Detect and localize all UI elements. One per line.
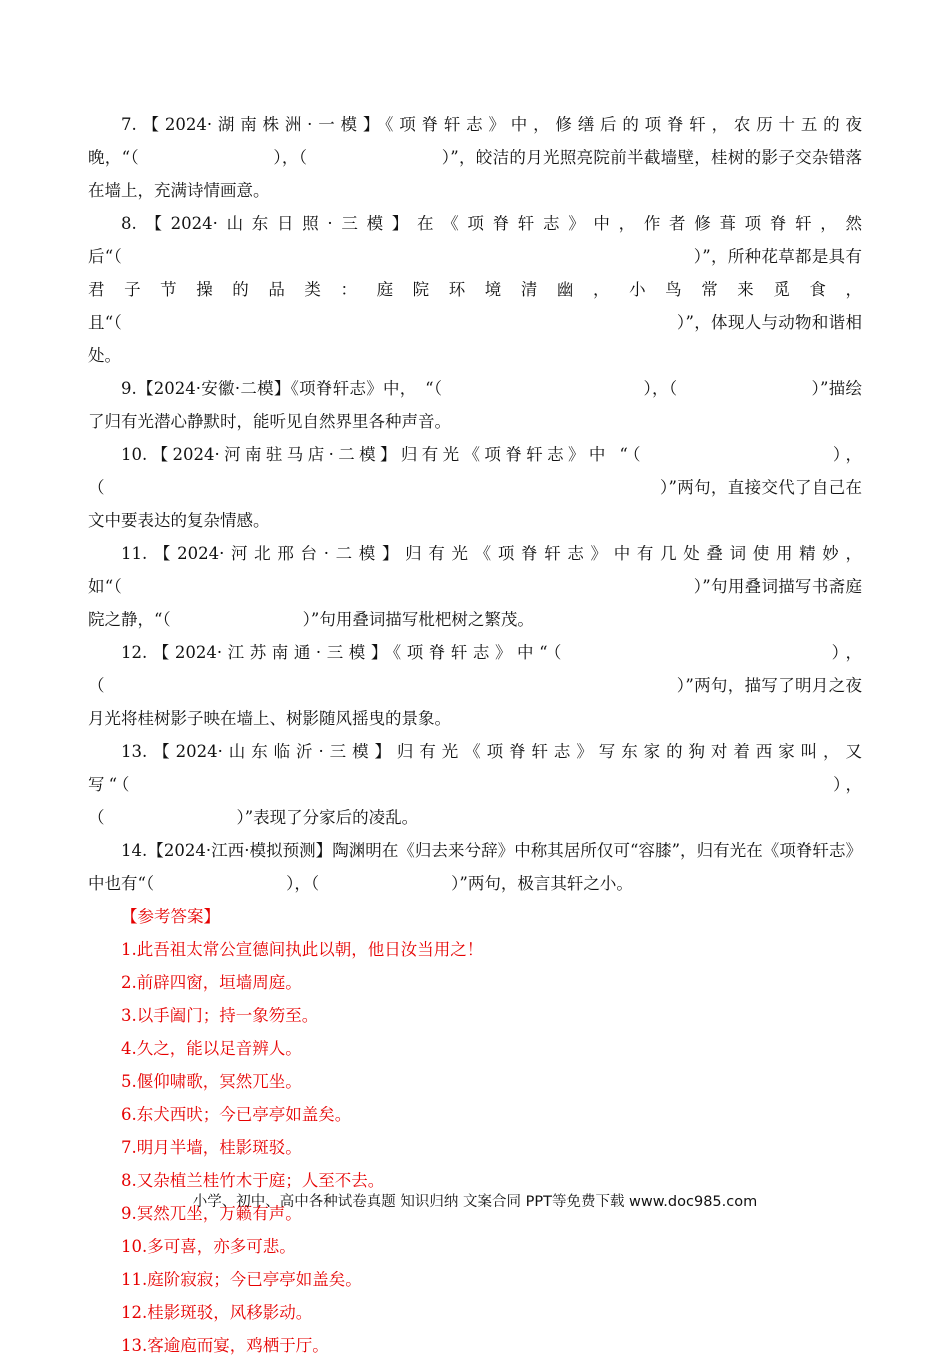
answers-title: 【参考答案】 bbox=[121, 907, 220, 926]
answer-8: 8.又杂植兰桂竹木于庭；人至不去。 bbox=[121, 1171, 385, 1190]
answer-5: 5.偃仰啸歌，冥然兀坐。 bbox=[121, 1072, 302, 1091]
answer-1: 1.此吾祖太常公宣德间执此以朝，他日汝当用之！ bbox=[121, 940, 484, 959]
question-14: 14.【2024·江西·模拟预测】陶渊明在《归去来兮辞》中称其居所仅可“容膝”，归有光在《项脊轩志》中也有“（ ），（ ）”两句，极言其轩之小。 bbox=[88, 841, 862, 893]
answer-2: 2.前辟四窗，垣墙周庭。 bbox=[121, 973, 302, 992]
question-12: 12.【2024·江苏南通·三模】《项脊轩志》中“（ ），（ ）”两句，描写了明月之夜月光将桂树影子映在墙上、树影随风摇曳的景象。 bbox=[88, 643, 862, 728]
answers-section bbox=[88, 900, 862, 1362]
question-10: 10.【2024·河南驻马店·二模】归有光《项脊轩志》中 “（ ），（ ）”两句，直接交代了自己在文中要表达的复杂情感。 bbox=[88, 445, 862, 530]
page-footer: 小学、初中、高中各种试卷真题 知识归纳 文案合同 PPT等免费下载 www.doc985.com bbox=[192, 1194, 758, 1210]
answer-4: 4.久之，能以足音辨人。 bbox=[121, 1039, 302, 1058]
document-body bbox=[88, 108, 862, 1362]
question-9: 9.【2024·安徽·二模】《项脊轩志》中， “（ ），（ ）”描绘了归有光潜心静默时，能听见自然界里各种声音。 bbox=[88, 379, 862, 431]
question-8: 8.【2024·山东日照·三模】在《项脊轩志》中，作者修葺项脊轩，然后“（ ）”，所种花草都是具有君子节操的品类：庭院环境清幽，小鸟常来觅食，且“（ ）”，体现人与动物和谐相处。 bbox=[88, 214, 862, 365]
answer-7: 7.明月半墙，桂影斑驳。 bbox=[121, 1138, 302, 1157]
question-7: 7.【2024·湖南株洲·一模】《项脊轩志》中，修缮后的项脊轩，农历十五的夜晚，“（ ），（ ）”，皎洁的月光照亮院前半截墙壁，桂树的影子交杂错落在墙上，充满诗情画意。 bbox=[88, 115, 862, 200]
questions-section bbox=[88, 108, 862, 900]
answer-9: 9.冥然兀坐，万籁有声。 bbox=[121, 1204, 302, 1223]
question-13: 13.【2024·山东临沂·三模】归有光《项脊轩志》写东家的狗对着西家叫，又写“（ ），（ ）”表现了分家后的凌乱。 bbox=[88, 742, 862, 827]
answer-13: 13.客逾庖而宴，鸡栖于厅。 bbox=[121, 1336, 329, 1355]
question-11: 11.【2024·河北邢台·二模】归有光《项脊轩志》中有几处叠词使用精妙，如“（ ）”句用叠词描写书斋庭院之静，“（ ）”句用叠词描写枇杷树之繁茂。 bbox=[88, 544, 862, 629]
answer-6: 6.东犬西吠；今已亭亭如盖矣。 bbox=[121, 1105, 352, 1124]
answer-10: 10.多可喜，亦多可悲。 bbox=[121, 1237, 296, 1256]
answer-3: 3.以手阖门；持一象笏至。 bbox=[121, 1006, 319, 1025]
answer-11: 11.庭阶寂寂；今已亭亭如盖矣。 bbox=[121, 1270, 362, 1289]
answer-12: 12.桂影斑驳，风移影动。 bbox=[121, 1303, 313, 1322]
